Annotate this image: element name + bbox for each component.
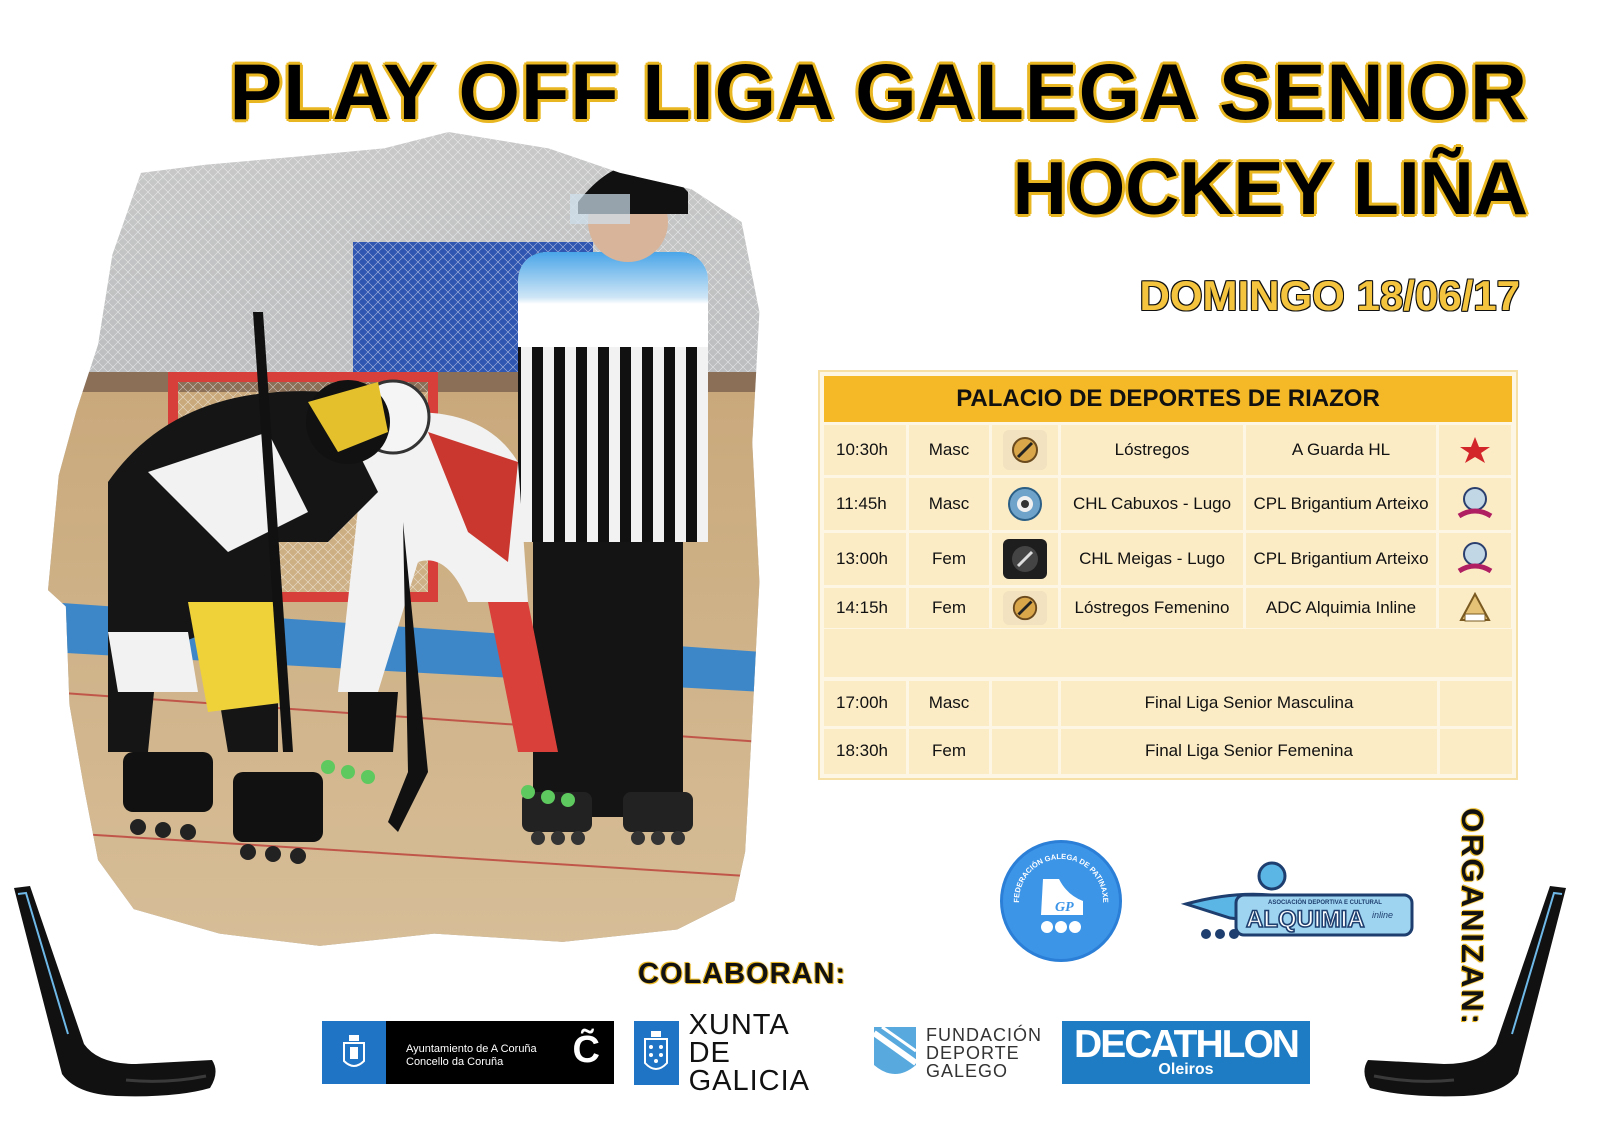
hockey-stick-icon bbox=[1354, 884, 1574, 1114]
team-crest-icon bbox=[992, 588, 1058, 628]
table-row bbox=[824, 425, 1512, 475]
team-crest-icon bbox=[992, 425, 1058, 475]
venue-header: PALACIO DE DEPORTES DE RIAZOR bbox=[824, 376, 1512, 422]
final-label: Final Liga Senior Masculina bbox=[1061, 681, 1437, 726]
table-spacer bbox=[824, 629, 1512, 677]
decathlon-name: DECATHLON bbox=[1074, 1023, 1298, 1066]
empty-cell bbox=[1440, 729, 1512, 774]
collaborators-label: COLABORAN: bbox=[638, 958, 847, 990]
alquimia-tagline: ASOCIACIÓN DEPORTIVA E CULTURAL bbox=[1268, 900, 1382, 906]
fundacion-line2: DEPORTE bbox=[926, 1043, 1020, 1063]
match-time: 11:45h bbox=[824, 478, 906, 530]
team-crest-icon bbox=[992, 533, 1058, 585]
fundacion-logo bbox=[872, 1021, 1042, 1085]
home-team: CHL Cabuxos - Lugo bbox=[1061, 478, 1243, 530]
concello-mark: C̃ bbox=[572, 1029, 600, 1071]
schedule-table bbox=[818, 370, 1518, 780]
team-crest-icon bbox=[992, 478, 1058, 530]
team-crest-icon bbox=[1439, 425, 1511, 475]
xunta-line1: XUNTA bbox=[688, 1009, 790, 1041]
table-row bbox=[824, 588, 1512, 628]
match-category: Masc bbox=[909, 681, 989, 726]
match-time: 14:15h bbox=[824, 588, 906, 628]
xunta-line2: DE GALICIA bbox=[688, 1037, 810, 1097]
table-row bbox=[824, 478, 1512, 530]
match-time: 17:00h bbox=[824, 681, 906, 726]
empty-cell bbox=[992, 681, 1058, 726]
match-time: 13:00h bbox=[824, 533, 906, 585]
fgp-logo bbox=[1000, 840, 1122, 962]
xunta-logo bbox=[634, 1009, 849, 1097]
alquimia-sub: inline bbox=[1372, 910, 1394, 920]
table-row bbox=[824, 533, 1512, 585]
match-time: 10:30h bbox=[824, 425, 906, 475]
final-label: Final Liga Senior Femenina bbox=[1061, 729, 1437, 774]
away-team: A Guarda HL bbox=[1246, 425, 1436, 475]
hockey-photo bbox=[48, 132, 763, 950]
match-category: Masc bbox=[909, 425, 989, 475]
away-team: CPL Brigantium Arteixo bbox=[1246, 533, 1436, 585]
match-category: Fem bbox=[909, 533, 989, 585]
hockey-stick-icon bbox=[6, 884, 226, 1114]
page-subtitle: HOCKEY LIÑA bbox=[1012, 146, 1528, 230]
alquimia-name: ALQUIMIA bbox=[1246, 906, 1365, 933]
match-category: Fem bbox=[909, 588, 989, 628]
fundacion-line3: GALEGO bbox=[926, 1061, 1009, 1081]
home-team: Lóstregos Femenino bbox=[1061, 588, 1243, 628]
away-team: ADC Alquimia Inline bbox=[1246, 588, 1436, 628]
fundacion-line1: FUNDACIÓN bbox=[926, 1025, 1042, 1045]
away-team: CPL Brigantium Arteixo bbox=[1246, 478, 1436, 530]
decathlon-logo bbox=[1062, 1021, 1310, 1084]
team-crest-icon bbox=[1439, 478, 1511, 530]
galicia-crest-icon bbox=[634, 1021, 679, 1085]
crest-icon bbox=[322, 1021, 386, 1084]
organizers-label: ORGANIZAN: bbox=[1455, 807, 1490, 1027]
concello-line2: Concello da Coruña bbox=[406, 1056, 504, 1068]
table-row bbox=[824, 681, 1512, 726]
home-team: CHL Meigas - Lugo bbox=[1061, 533, 1243, 585]
match-category: Masc bbox=[909, 478, 989, 530]
table-row bbox=[824, 729, 1512, 774]
match-time: 18:30h bbox=[824, 729, 906, 774]
fgp-text: FEDERACIÓN GALEGA DE PATINAXE bbox=[1011, 851, 1111, 903]
team-crest-icon bbox=[1439, 588, 1511, 628]
event-date: DOMINGO 18/06/17 bbox=[1139, 272, 1520, 319]
empty-cell bbox=[1440, 681, 1512, 726]
concello-logo bbox=[322, 1021, 614, 1084]
concello-line1: Ayuntamiento de A Coruña bbox=[406, 1043, 537, 1055]
empty-cell bbox=[992, 729, 1058, 774]
page-title: PLAY OFF LIGA GALEGA SENIOR bbox=[229, 47, 1528, 136]
decathlon-city: Oleiros bbox=[1158, 1061, 1214, 1078]
team-crest-icon bbox=[1439, 533, 1511, 585]
fgp-initials: GP bbox=[1055, 900, 1074, 915]
match-category: Fem bbox=[909, 729, 989, 774]
home-team: Lóstregos bbox=[1061, 425, 1243, 475]
fundacion-mark-icon bbox=[872, 1025, 918, 1081]
